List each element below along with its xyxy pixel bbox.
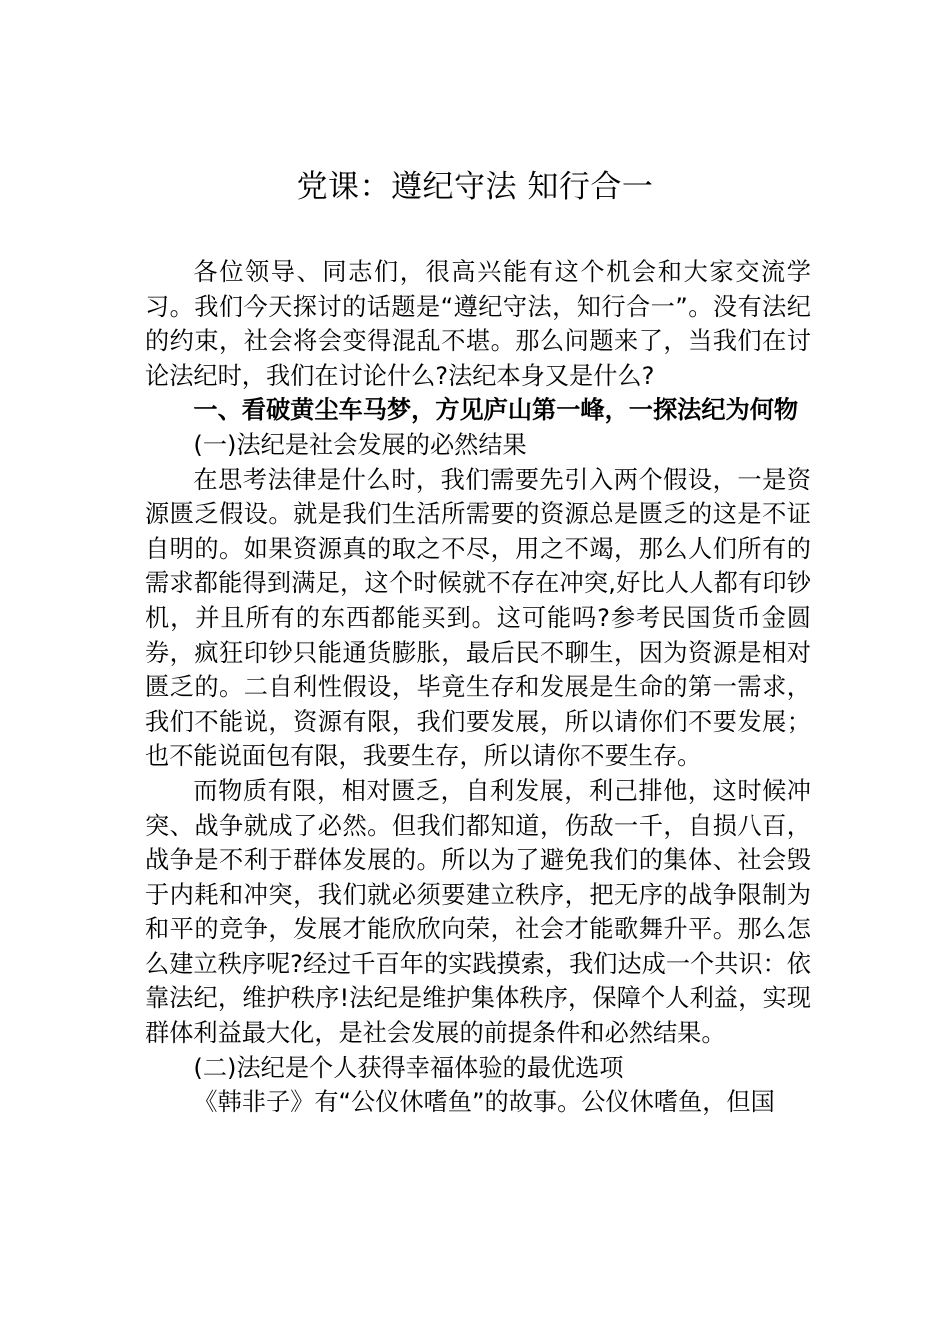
document-body [145,255,811,1120]
body-paragraph: 而物质有限，相对匮乏，自利发展，利己排他，这时候冲突、战争就成了必然。但我们都知道，伤敌一千，自损八百，战争是不利于群体发展的。所以为了避免我们的集体、社会毁于内耗和冲突，我们就必须要建立秩序，把无序的战争限制为和平的竞争，发展才能欣欣向荣，社会才能歌舞升平。那么怎么建立秩序呢?经过千百年的实践摸索，我们达成一个共识：依靠法纪，维护秩序!法纪是维护集体秩序，保障个人利益，实现群体利益最大化，是社会发展的前提条件和必然结果。 [145,776,811,1048]
subsection-heading-2: (二)法纪是个人获得幸福体验的最优选项 [193,1053,624,1082]
section-heading-1: 一、看破黄尘车马梦，方见庐山第一峰，一探法纪为何物 [193,396,799,425]
document-title: 党课：遵纪守法 知行合一 [296,169,654,205]
body-paragraph: 在思考法律是什么时，我们需要先引入两个假设，一是资源匮乏假设。就是我们生活所需要的资源总是匮乏的这是不证自明的。如果资源真的取之不尽，用之不竭，那么人们所有的需求都能得到满足，这个时候就不存在冲突,好比人人都有印钞机，并且所有的东西都能买到。这可能吗?参考民国货币金圆券，疯狂印钞只能通货膨胀，最后民不聊生，因为资源是相对匮乏的。二自利性假设，毕竟生存和发展是生命的第一需求，我们不能说，资源有限，我们要发展，所以请你们不要发展；也不能说面包有限，我要生存，所以请你不要生存。 [145,465,811,771]
intro-paragraph: 各位领导、同志们，很高兴能有这个机会和大家交流学习。我们今天探讨的话题是“遵纪守法，知行合一”。没有法纪的约束，社会将会变得混乱不堪。那么问题来了，当我们在讨论法纪时，我们在讨论什么?法纪本身又是什么? [145,258,811,390]
body-paragraph: 《韩非子》有“公仪休嗜鱼”的故事。公仪休嗜鱼，但国 [193,1088,775,1117]
subsection-heading-1: (一)法纪是社会发展的必然结果 [193,430,527,459]
